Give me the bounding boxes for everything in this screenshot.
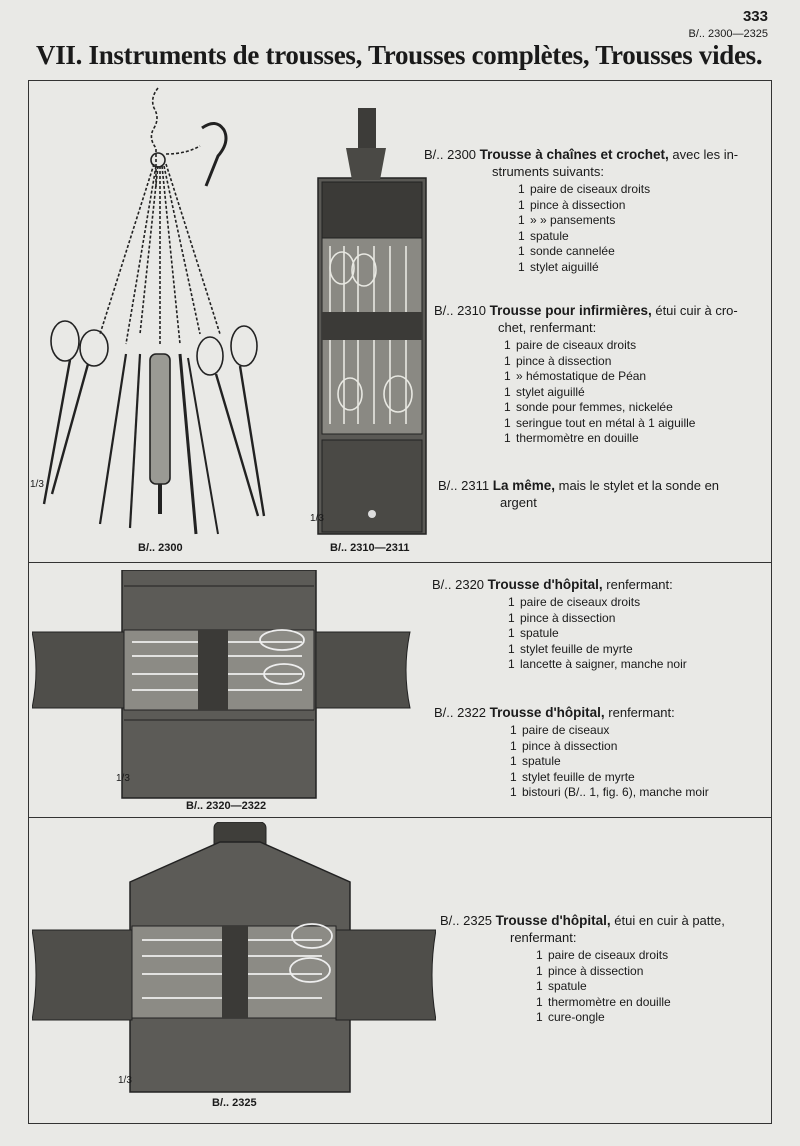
list-item: 1 cure-ongle [536, 1010, 605, 1024]
entry-code: B/.. 2310 [434, 303, 487, 318]
list-item: 1 stylet aiguillé [518, 259, 599, 274]
entry-desc-cont: argent [500, 495, 537, 510]
figure-2310-illustration [312, 104, 432, 536]
section-divider-2 [28, 817, 772, 818]
list-item: 1 stylet feuille de myrte [510, 769, 635, 784]
item-list [424, 182, 764, 275]
list-item: 1 thermomètre en douille [536, 994, 671, 1009]
list-item: 1 paire de ciseaux [510, 723, 610, 737]
figure-2325-illustration [32, 822, 436, 1094]
list-item: 1 spatule [518, 228, 569, 243]
figure-2320-scale: 1/3 [116, 773, 130, 784]
figure-2300-caption: B/.. 2300 [138, 542, 183, 554]
list-item: 1 stylet aiguillé [504, 384, 585, 399]
list-item: 1 » » pansements [518, 213, 616, 227]
list-item: 1 » hémostatique de Péan [504, 369, 647, 383]
entry-name: La même, [492, 478, 555, 493]
entry-desc: renfermant: [606, 577, 673, 592]
list-item: 1 pince à dissection [508, 610, 616, 625]
entry-2320 [432, 576, 762, 673]
entry-desc: étui cuir à cro- [655, 303, 738, 318]
list-item: 1 paire de ciseaux droits [518, 182, 651, 196]
entry-name: Trousse d'hôpital, [489, 705, 605, 720]
item-list [432, 595, 762, 673]
list-item: 1 pince à dissection [510, 738, 618, 753]
entry-2322 [434, 704, 764, 801]
entry-2300 [424, 146, 764, 275]
entry-code: B/.. 2320 [432, 577, 485, 592]
list-item: 1 spatule [508, 626, 559, 640]
entry-name: Trousse à chaînes et crochet, [479, 147, 669, 162]
page-title: VII. Instruments de trousses, Trousses complètes, Trousses vides. [36, 40, 763, 70]
page-number: 333 [742, 8, 768, 25]
entry-desc: renfermant: [608, 705, 675, 720]
figure-2325-caption: B/.. 2325 [212, 1097, 257, 1109]
list-item: 1 paire de ciseaux droits [504, 338, 637, 352]
list-item: 1 thermomètre en douille [504, 431, 639, 445]
figure-2320-illustration [32, 570, 412, 802]
list-item: 1 bistouri (B/.. 1, fig. 6), manche moir [510, 785, 709, 799]
entry-desc-cont: renfermant: [510, 930, 577, 945]
section-divider-1 [28, 562, 772, 563]
entry-code: B/.. 2322 [434, 705, 487, 720]
figure-2325-scale: 1/3 [118, 1075, 132, 1086]
entry-2310 [434, 302, 768, 447]
list-item: 1 spatule [536, 979, 587, 993]
list-item: 1 stylet feuille de myrte [508, 641, 633, 656]
figure-2310-scale: 1/3 [310, 513, 324, 524]
list-item: 1 pince à dissection [504, 353, 612, 368]
entry-desc: avec les in- [672, 147, 739, 162]
list-item: 1 pince à dissection [518, 197, 626, 212]
entry-2325 [440, 912, 770, 1026]
entry-desc: étui en cuir à patte, [614, 913, 725, 928]
entry-code: B/.. 2325 [440, 913, 493, 928]
list-item: 1 pince à dissection [536, 963, 644, 978]
list-item: 1 lancette à saigner, manche noir [508, 657, 687, 671]
entry-desc: mais le stylet et la sonde en [558, 478, 720, 493]
figure-2300-illustration [30, 84, 290, 544]
page-range: B/.. 2300—2325 [688, 28, 768, 40]
figure-2310-caption: B/.. 2310—2311 [330, 542, 410, 554]
item-list [434, 338, 768, 447]
list-item: 1 paire de ciseaux droits [536, 948, 669, 962]
item-list [440, 948, 770, 1026]
figure-2320-caption: B/.. 2320—2322 [186, 800, 267, 812]
list-item: 1 seringue tout en métal à 1 aiguille [504, 415, 696, 430]
entry-name: Trousse d'hôpital, [495, 913, 611, 928]
entry-code: B/.. 2311 [438, 478, 490, 493]
entry-code: B/.. 2300 [424, 147, 477, 162]
list-item: 1 sonde pour femmes, nickelée [504, 400, 673, 414]
entry-desc-cont: struments suivants: [492, 164, 604, 179]
entry-name: Trousse d'hôpital, [487, 577, 603, 592]
list-item: 1 spatule [510, 754, 561, 768]
list-item: 1 sonde cannelée [518, 244, 615, 258]
figure-2300-scale: 1/3 [30, 479, 44, 490]
list-item: 1 paire de ciseaux droits [508, 595, 641, 609]
item-list [434, 723, 764, 801]
entry-2311 [438, 477, 766, 511]
entry-name: Trousse pour infirmières, [489, 303, 652, 318]
entry-desc-cont: chet, renfermant: [498, 320, 597, 335]
